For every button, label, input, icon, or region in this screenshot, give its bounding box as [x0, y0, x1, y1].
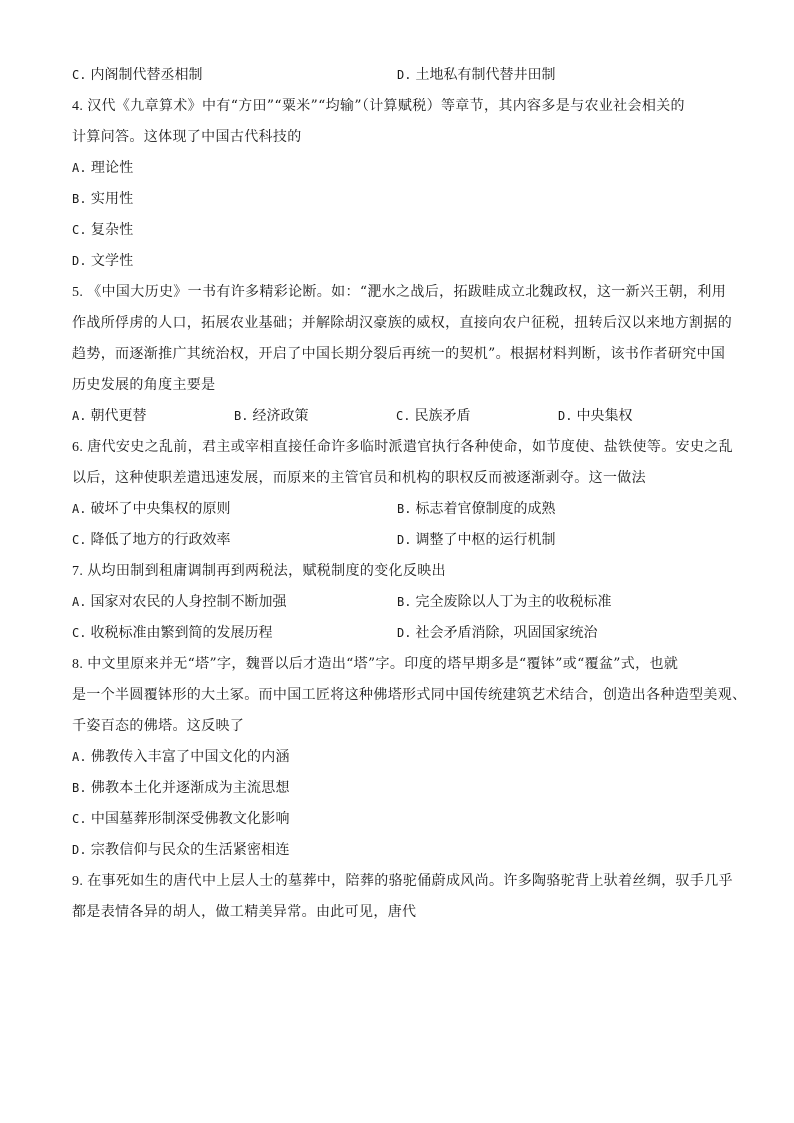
- q5-stem-line-4: 历史发展的角度主要是: [72, 377, 216, 393]
- q4-stem-line-1: [72, 91, 722, 122]
- q7-stem-line-1: [72, 556, 722, 587]
- q6-option-b: [397, 494, 722, 525]
- option-text: 宗教信仰与民众的生活紧密相连: [90, 842, 290, 858]
- option-label: A.: [72, 750, 87, 764]
- option-text: 中央集权: [576, 408, 633, 424]
- q4-stem-line-2: 计算问答。这体现了中国古代科技的: [72, 129, 302, 145]
- option-label: B.: [234, 409, 249, 423]
- q8-option-a: [72, 742, 722, 773]
- option-label: B.: [72, 781, 87, 795]
- q8-option-b: [72, 773, 722, 804]
- q6-option-d: [397, 525, 722, 556]
- q8-stem-text-1: 中文里原来并无“塔”字，魏晋以后才造出“塔”字。印度的塔早期多是“覆钵”或“覆盆”式，也就: [87, 656, 679, 672]
- question-number: 4.: [72, 99, 84, 114]
- q5-stem-text-1: 《中国大历史》一书有许多精彩论断。如：“淝水之战后，拓跋畦成立北魏政权，这一新兴王朝，利用: [87, 284, 727, 300]
- q3-option-d: [397, 60, 722, 91]
- q5-stem-line-1: [72, 277, 727, 308]
- option-label: B.: [397, 595, 412, 609]
- q5-option-c: [396, 401, 558, 432]
- option-text: 佛教本土化并逐渐成为主流思想: [90, 780, 290, 796]
- option-text: 理论性: [90, 160, 134, 176]
- q6-option-a: [72, 494, 397, 525]
- q6-options-row-1: [72, 494, 722, 525]
- question-number: 6.: [72, 440, 84, 455]
- option-text: 标志着官僚制度的成熟: [415, 501, 556, 517]
- option-label: C.: [72, 626, 87, 640]
- q9-stem-line-1: [72, 866, 733, 897]
- q5-options-row: [72, 401, 722, 432]
- q8-stem-line-2: 是一个半圆覆钵形的大土冢。而中国工匠将这种佛塔形式同中国传统建筑艺术结合，创造出各种造型美观、: [72, 687, 747, 703]
- q7-option-a: [72, 587, 397, 618]
- option-text: 中国墓葬形制深受佛教文化影响: [90, 811, 290, 827]
- question-number: 8.: [72, 657, 84, 672]
- q4-option-d: [72, 246, 722, 277]
- option-label: C.: [72, 533, 87, 547]
- option-label: D.: [397, 533, 412, 547]
- q3-options-row: [72, 60, 722, 91]
- q3-option-c: [72, 60, 397, 91]
- option-text: 降低了地方的行政效率: [90, 532, 231, 548]
- option-text: 国家对农民的人身控制不断加强: [90, 594, 287, 610]
- option-text: 调整了中枢的运行机制: [415, 532, 556, 548]
- q6-stem-text-1: 唐代安史之乱前，君主或宰相直接任命许多临时派遣官执行各种使命，如节度使、盐铁使等。安史之乱: [87, 439, 733, 455]
- q8-option-c: [72, 804, 722, 835]
- option-text: 文学性: [90, 253, 134, 269]
- q6-stem-line-2: 以后，这种使职差遣迅速发展，而原来的主管官员和机构的职权反而被逐渐剥夺。这一做法: [72, 470, 646, 486]
- q6-option-c: [72, 525, 397, 556]
- q8-stem-line-3: 千姿百态的佛塔。这反映了: [72, 718, 245, 734]
- q9-stem-line-2: 都是表情各异的胡人，做工精美异常。由此可见，唐代: [72, 904, 417, 920]
- option-text: 收税标准由繁到简的发展历程: [90, 625, 273, 641]
- option-label: D.: [72, 254, 87, 268]
- q4-option-a: [72, 153, 722, 184]
- exam-page: [72, 60, 747, 928]
- option-text: 佛教传入丰富了中国文化的内涵: [90, 749, 290, 765]
- q7-option-d: [397, 618, 722, 649]
- option-text: 破坏了中央集权的原则: [90, 501, 231, 517]
- q8-option-d: [72, 835, 722, 866]
- option-text: 社会矛盾消除，巩固国家统治: [415, 625, 598, 641]
- option-label: C.: [72, 68, 87, 82]
- q4-option-c: [72, 215, 722, 246]
- option-text: 实用性: [90, 191, 134, 207]
- option-label: C.: [72, 223, 87, 237]
- option-text: 完全废除以人丁为主的收税标准: [415, 594, 612, 610]
- option-text: 朝代更替: [90, 408, 147, 424]
- option-text: 经济政策: [252, 408, 309, 424]
- q7-options-row-1: [72, 587, 722, 618]
- option-label: D.: [72, 843, 87, 857]
- option-text: 复杂性: [90, 222, 134, 238]
- option-label: D.: [397, 68, 412, 82]
- q7-option-b: [397, 587, 722, 618]
- option-label: B.: [72, 192, 87, 206]
- q5-option-b: [234, 401, 396, 432]
- q6-stem-line-1: [72, 432, 733, 463]
- option-label: A.: [72, 502, 87, 516]
- option-text: 民族矛盾: [414, 408, 471, 424]
- option-label: C.: [396, 409, 411, 423]
- option-label: B.: [397, 502, 412, 516]
- option-label: A.: [72, 409, 87, 423]
- option-label: D.: [558, 409, 573, 423]
- question-number: 7.: [72, 564, 84, 579]
- q7-option-c: [72, 618, 397, 649]
- question-number: 9.: [72, 874, 84, 889]
- q7-stem-text-1: 从均田制到租庸调制再到两税法，赋税制度的变化反映出: [87, 563, 446, 579]
- option-label: A.: [72, 595, 87, 609]
- q6-options-row-2: [72, 525, 722, 556]
- option-text: 内阁制代替丞相制: [90, 67, 203, 83]
- option-label: A.: [72, 161, 87, 175]
- q9-stem-text-1: 在事死如生的唐代中上层人士的墓葬中，陪葬的骆驼俑蔚成风尚。许多陶骆驼背上驮着丝绸，驭手几乎: [87, 873, 733, 889]
- q5-option-a: [72, 401, 234, 432]
- q4-option-b: [72, 184, 722, 215]
- q7-options-row-2: [72, 618, 722, 649]
- q8-stem-line-1: [72, 649, 722, 680]
- q4-stem-text-1: 汉代《九章算术》中有“方田”“粟米”“均输”（计算赋税）等章节，其内容多是与农业社会相关的: [87, 98, 685, 114]
- question-number: 5.: [72, 285, 84, 300]
- q5-stem-line-3: 趋势，而逐渐推广其统治权，开启了中国长期分裂后再统一的契机”。根据材料判断，该书作者研究中国: [72, 346, 726, 362]
- option-label: C.: [72, 812, 87, 826]
- option-text: 土地私有制代替井田制: [415, 67, 556, 83]
- option-label: D.: [397, 626, 412, 640]
- q5-stem-line-2: 作战所俘虏的人口，拓展农业基础；并解除胡汉豪族的威权，直接向农户征税，扭转后汉以来地方割据的: [72, 315, 733, 331]
- q5-option-d: [558, 401, 720, 432]
